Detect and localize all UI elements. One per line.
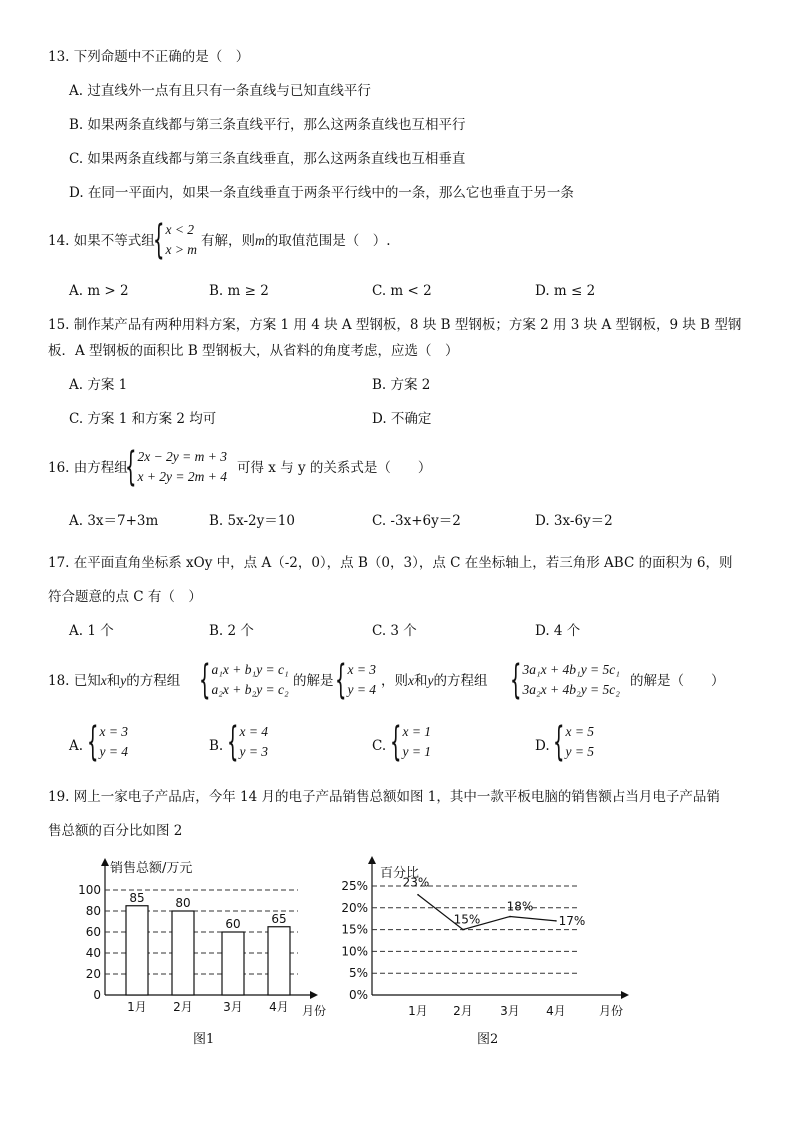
q18-option-d-x: x = 5 <box>565 724 595 739</box>
data-value-label: 17% <box>558 913 586 928</box>
x-tick-label: 4月 <box>546 1004 566 1018</box>
q14-option-b[interactable]: B. m ≥ 2 <box>209 283 269 299</box>
q18-option-a-label[interactable]: A. <box>69 738 84 754</box>
q14-ineq-1: x < 2 <box>165 222 195 237</box>
series-line <box>418 895 556 930</box>
q18-var-x-2: x <box>408 673 414 688</box>
brace-icon: { <box>226 719 239 765</box>
data-point <box>555 920 557 922</box>
bar-value-label: 80 <box>175 896 191 910</box>
q18-var-x: x <box>100 673 107 688</box>
q18-system-b-eq2: 3a₂x + 4b₂y = 5c₂ <box>522 682 620 697</box>
bar <box>126 906 148 995</box>
q14-option-a[interactable]: A. m > 2 <box>69 283 129 299</box>
q14-post1: 有解，则 <box>201 233 255 249</box>
q14-option-d[interactable]: D. m ≤ 2 <box>535 283 596 299</box>
q16-eq-2: x + 2y = 2m + 4 <box>137 469 228 484</box>
q18-option-c-label[interactable]: C. <box>372 738 387 754</box>
y-tick-label: 0 <box>93 988 101 1002</box>
y-tick-label: 100 <box>78 883 101 897</box>
q13-option-a[interactable]: A. 过直线外一点有且只有一条直线与已知直线平行 <box>69 83 371 99</box>
y-axis-label: 百分比 <box>380 866 420 881</box>
q13-option-c[interactable]: C. 如果两条直线都与第三条直线垂直，那么这两条直线也互相垂直 <box>69 151 466 167</box>
q18-option-c-y: y = 1 <box>402 744 432 759</box>
q18-system-a <box>196 657 289 703</box>
y-tick-label: 25% <box>341 879 368 893</box>
q16-option-d[interactable]: D. 3x-6y＝2 <box>535 513 613 529</box>
q14-pre: 14. 如果不等式组 <box>48 233 155 249</box>
bar <box>268 927 290 995</box>
q18-system-a-eq1: a₁x + b₁y = c₁ <box>211 662 289 677</box>
y-tick-label: 5% <box>348 966 368 981</box>
y-axis-label: 销售总额/万元 <box>110 861 193 876</box>
q17-option-a[interactable]: A. 1 个 <box>69 623 114 639</box>
y-tick-label: 60 <box>85 925 101 939</box>
bar-value-label: 85 <box>129 890 145 905</box>
x-tick-label: 2月 <box>173 1000 193 1014</box>
q18-mid2: 的解是 <box>293 673 334 689</box>
x-tick-label: 1月 <box>127 1000 147 1014</box>
q16-option-c[interactable]: C. -3x+6y＝2 <box>372 513 461 529</box>
q18-option-a-y: y = 4 <box>99 744 129 759</box>
x-tick-label: 2月 <box>453 1004 473 1018</box>
q13-option-d[interactable]: D. 在同一平面内，如果一条直线垂直于两条平行线中的一条，那么它也垂直于另一条 <box>69 185 574 201</box>
q15-option-a[interactable]: A. 方案 1 <box>69 377 128 393</box>
y-axis-arrow-icon <box>368 856 376 864</box>
q18-pre: 18. 已知 <box>48 673 101 689</box>
q18-option-a[interactable] <box>84 719 129 765</box>
q14-var-m: m <box>255 233 265 248</box>
q18-option-c[interactable] <box>387 719 432 765</box>
q16-option-a[interactable]: A. 3x＝7+3m <box>69 513 159 529</box>
q18-var-y: y <box>120 673 127 688</box>
q18-mid4: 的方程组 <box>433 673 488 689</box>
q15-option-b[interactable]: B. 方案 2 <box>372 377 431 393</box>
q17-stem-line2: 符合题意的点 C 有（ ） <box>48 589 202 605</box>
q14-inequality-system <box>150 217 198 263</box>
q18-mid1: 的方程组 <box>126 673 181 689</box>
y-tick-label: 20% <box>341 900 368 915</box>
q19-stem-line2: 售总额的百分比如图 2 <box>48 823 183 839</box>
y-axis-arrow-icon <box>101 858 109 866</box>
q18-solution-x: x = 3 <box>347 662 377 677</box>
figure-1-caption: 图1 <box>193 1032 215 1047</box>
brace-icon: { <box>389 719 402 765</box>
q15-option-d[interactable]: D. 不确定 <box>372 411 432 427</box>
data-point <box>509 916 511 918</box>
q18-post: 的解是（ ） <box>630 673 725 689</box>
q18-option-b[interactable] <box>224 719 269 765</box>
q14-option-c[interactable]: C. m < 2 <box>372 283 432 299</box>
q15-stem-line2: 板．A 型钢板的面积比 B 型钢板大，从省料的角度考虑，应选（ ） <box>48 343 459 359</box>
brace-icon: { <box>124 444 137 490</box>
data-point <box>417 894 419 896</box>
q17-option-c[interactable]: C. 3 个 <box>372 623 417 639</box>
bar <box>172 911 194 995</box>
y-tick-label: 80 <box>85 904 101 918</box>
y-tick-label: 40 <box>85 946 101 960</box>
q18-mid3: ，则 <box>381 673 408 689</box>
q16-pre: 16. 由方程组 <box>48 460 128 476</box>
x-tick-label: 4月 <box>269 1000 289 1014</box>
data-value-label: 23% <box>402 875 430 890</box>
q16-eq-1: 2x − 2y = m + 3 <box>137 449 228 464</box>
q17-option-d[interactable]: D. 4 个 <box>535 623 581 639</box>
q18-option-d-label[interactable]: D. <box>535 738 550 754</box>
q15-option-c[interactable]: C. 方案 1 和方案 2 均可 <box>69 411 217 427</box>
x-tick-label: 1月 <box>408 1004 428 1018</box>
q18-option-a-x: x = 3 <box>99 724 129 739</box>
q18-option-b-y: y = 3 <box>239 744 269 759</box>
x-axis-arrow-icon <box>621 991 629 999</box>
q18-var-y-2: y <box>427 673 434 688</box>
q18-solution-y: y = 4 <box>347 682 377 697</box>
brace-icon: { <box>552 719 565 765</box>
q18-and: 和 <box>106 673 121 689</box>
x-axis-label: 月份 <box>599 1004 624 1018</box>
q18-line <box>48 672 180 690</box>
q18-system-a-eq2: a₂x + b₂y = c₂ <box>211 682 289 697</box>
q13-option-b[interactable]: B. 如果两条直线都与第三条直线平行，那么这两条直线也互相平行 <box>69 117 466 133</box>
brace-icon: { <box>509 657 522 703</box>
brace-icon: { <box>198 657 211 703</box>
q16-equation-system <box>122 444 228 490</box>
q18-system-b-eq1: 3a₁x + 4b₁y = 5c₁ <box>522 662 620 677</box>
data-point <box>462 929 464 931</box>
q17-stem-line1: 17. 在平面直角坐标系 xOy 中，点 A（-2，0），点 B（0，3），点 C 在坐标轴上，若三角形 ABC 的面积为 6，则 <box>48 555 733 571</box>
x-tick-label: 3月 <box>223 1000 243 1014</box>
figure-2-caption: 图2 <box>477 1032 499 1047</box>
q18-solution <box>332 657 377 703</box>
q18-option-b-x: x = 4 <box>239 724 269 739</box>
y-tick-label: 10% <box>341 944 368 959</box>
bar <box>222 932 244 995</box>
q18-mid3-line <box>381 672 488 690</box>
y-tick-label: 0% <box>348 988 368 1002</box>
q18-option-c-x: x = 1 <box>402 724 432 739</box>
q13-stem: 13. 下列命题中不正确的是（ ） <box>48 49 250 65</box>
q16-option-b[interactable]: B. 5x-2y＝10 <box>209 513 295 529</box>
bar-value-label: 60 <box>225 917 241 931</box>
data-value-label: 18% <box>506 899 534 914</box>
y-tick-label: 20 <box>85 967 101 981</box>
q17-option-b[interactable]: B. 2 个 <box>209 623 254 639</box>
x-tick-label: 3月 <box>500 1004 520 1018</box>
q14-post <box>201 232 391 250</box>
percentage-line-chart <box>330 852 640 1027</box>
q14-ineq-2: x > m <box>165 242 198 257</box>
q18-system-b <box>507 657 620 703</box>
sales-bar-chart <box>60 852 350 1027</box>
q18-and-2: 和 <box>414 673 428 689</box>
brace-icon: { <box>152 217 165 263</box>
q14-post2: 的取值范围是（ ）. <box>264 233 391 249</box>
q19-stem-line1: 19. 网上一家电子产品店，今年 14 月的电子产品销售总额如图 1，其中一款平板电脑的销售额占当月电子产品销 <box>48 789 720 805</box>
q16-post: 可得 x 与 y 的关系式是（ ） <box>237 460 432 476</box>
y-tick-label: 15% <box>341 922 368 937</box>
q15-stem-line1: 15. 制作某产品有两种用料方案，方案 1 用 4 块 A 型钢板，8 块 B 型钢板；方案 2 用 3 块 A 型钢板，9 块 B 型钢 <box>48 317 742 333</box>
q18-option-d[interactable] <box>550 719 595 765</box>
x-axis-label: 月份 <box>302 1004 327 1018</box>
bar-value-label: 65 <box>271 911 287 926</box>
data-value-label: 15% <box>453 912 481 927</box>
brace-icon: { <box>334 657 347 703</box>
q18-option-d-y: y = 5 <box>565 744 595 759</box>
q18-option-b-label[interactable]: B. <box>209 738 224 754</box>
brace-icon: { <box>86 719 99 765</box>
x-axis-arrow-icon <box>310 991 318 999</box>
